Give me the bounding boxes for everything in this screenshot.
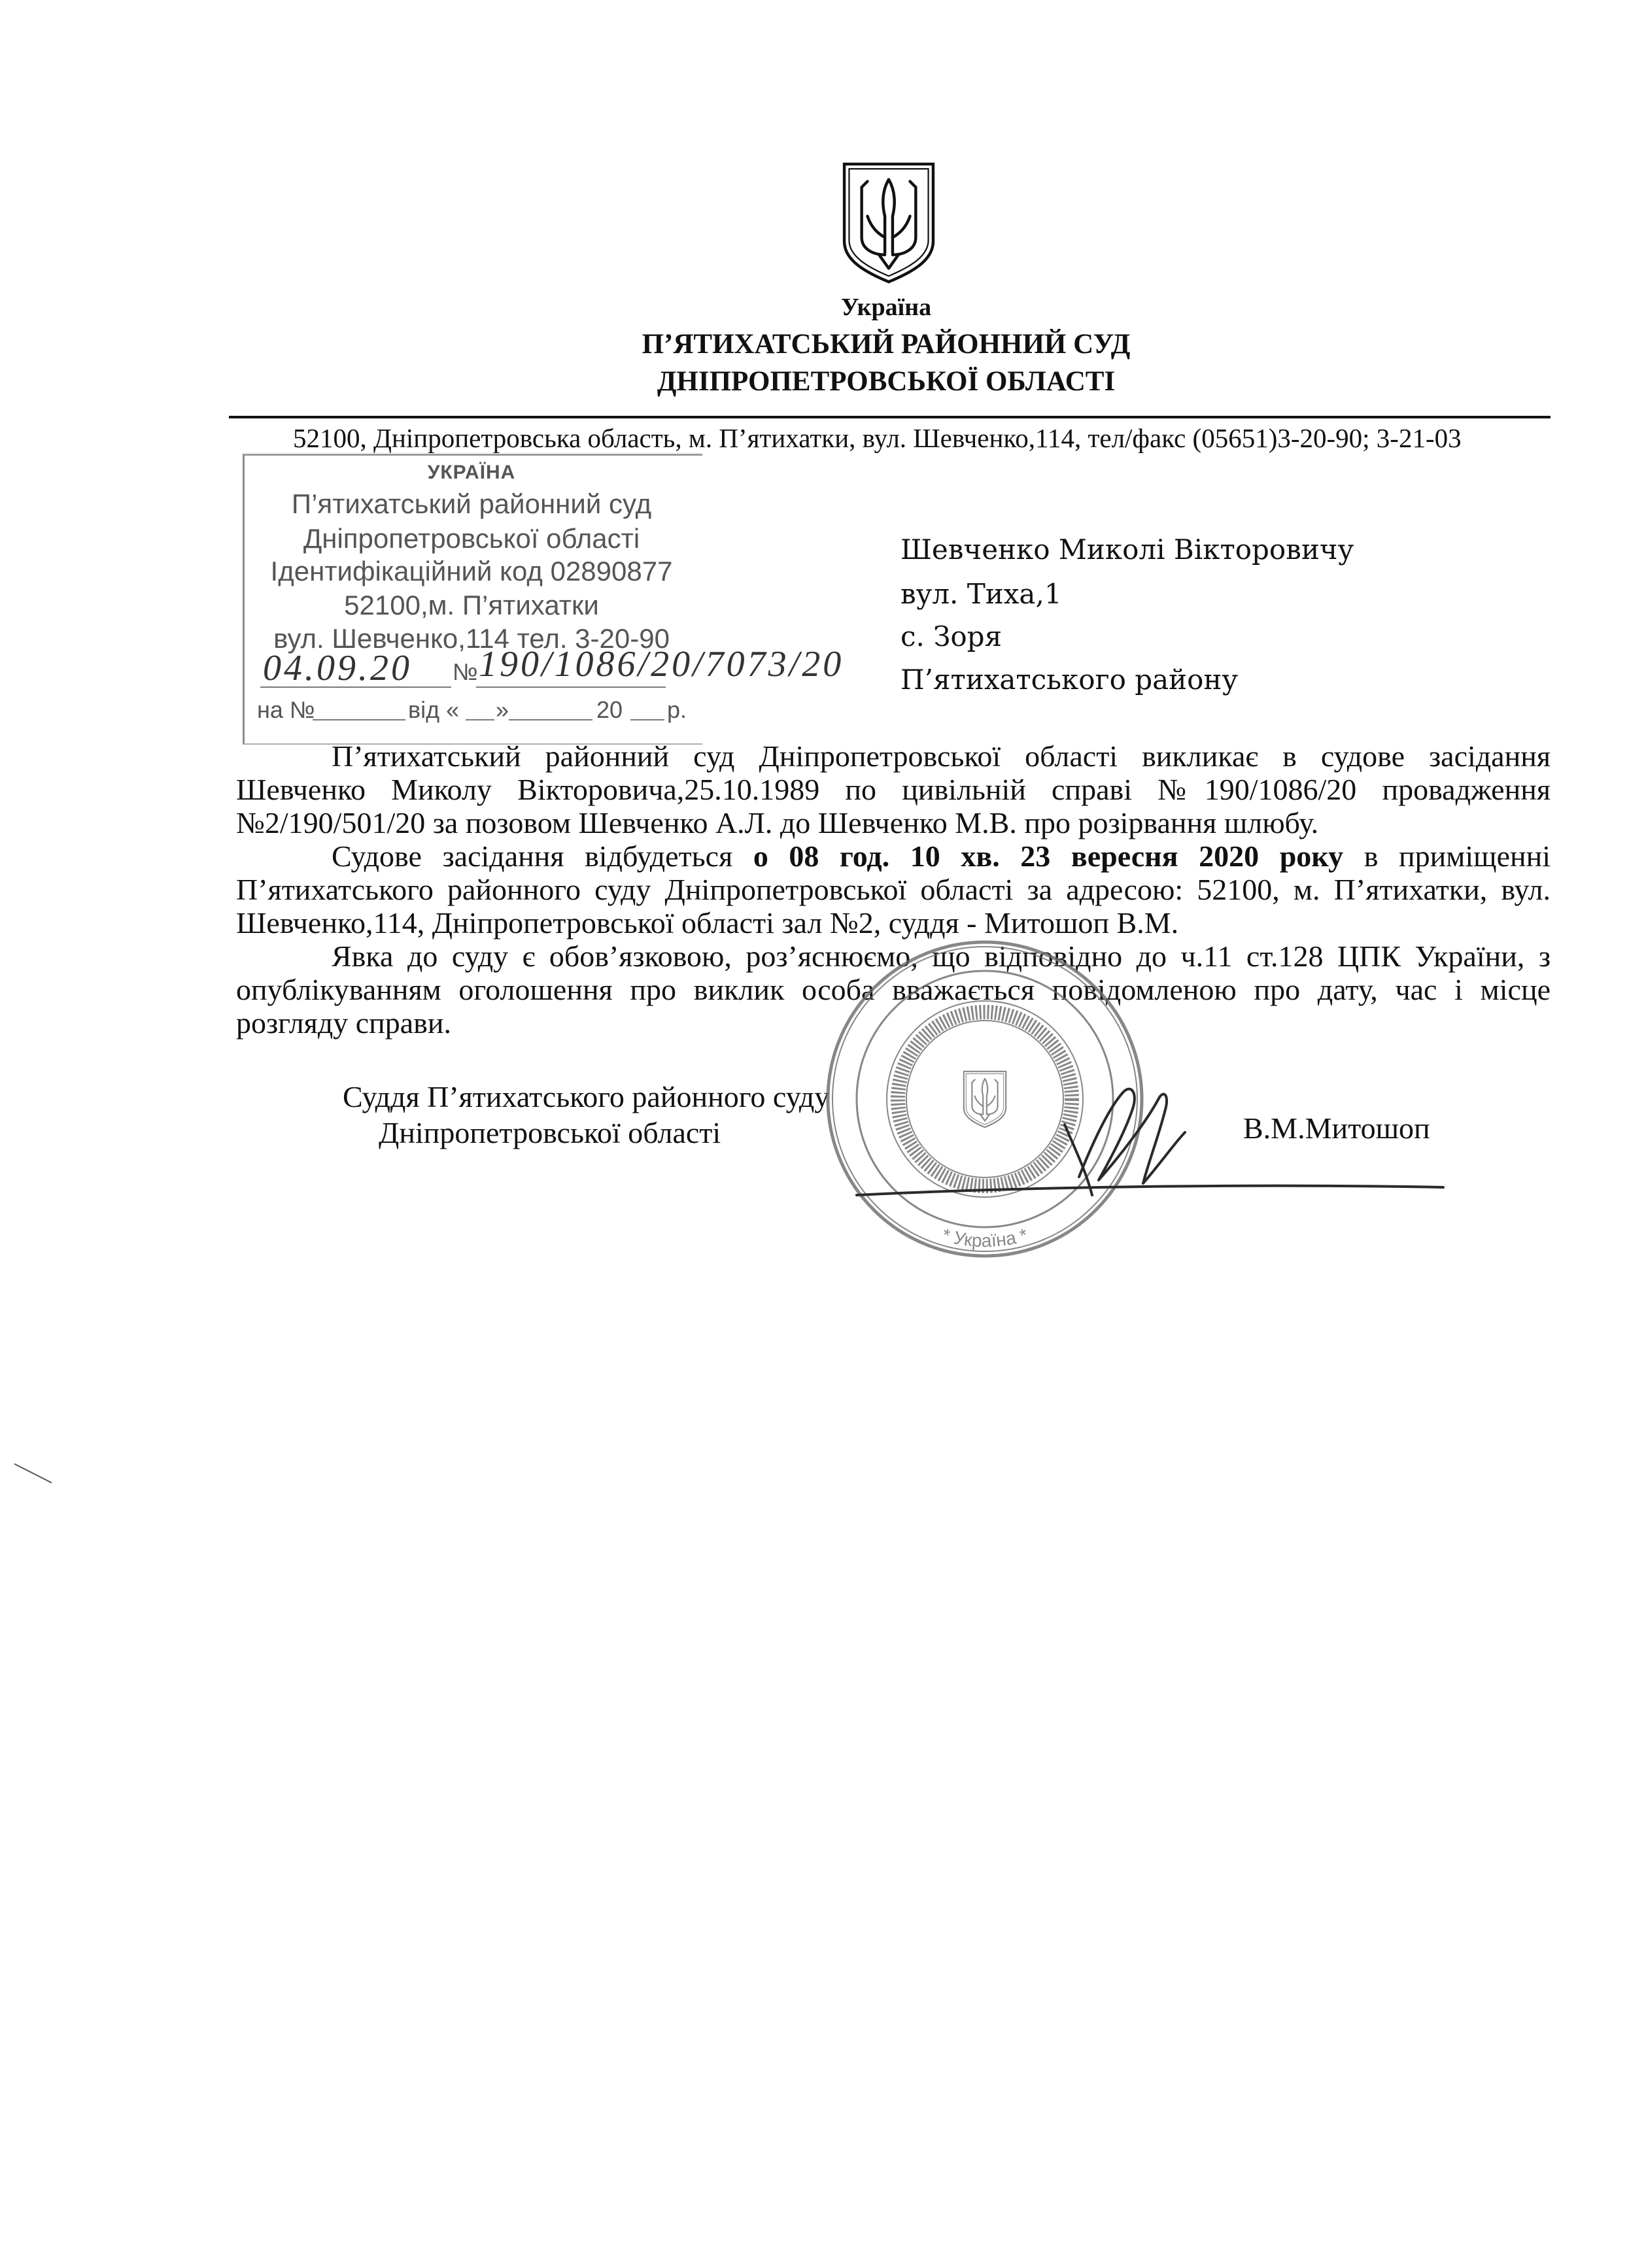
stamp-id-code: Ідентифікаційний код 02890877: [270, 556, 673, 586]
stamp-handwritten-date: 04.09.20: [263, 648, 412, 688]
body-p2-line2: П’ятихатського районного суду Дніпропетровської області за адресою: 52100, м. П’ятихатки, вул.: [236, 873, 1551, 906]
signatory-position-line1: Суддя П’ятихатського районного суду: [343, 1080, 830, 1113]
signatory-position-line2: Дніпропетровської області: [379, 1116, 721, 1149]
body-p3-line2: опублікуванням оголошення про виклик особа вважається повідомленою про дату, час і місце: [236, 973, 1551, 1006]
trident-icon: [840, 160, 937, 286]
stamp-reply-year: 20: [596, 696, 623, 723]
hearing-location-intro: в приміщенні: [1343, 839, 1551, 873]
stamp-court: П’ятихатський районний суд: [291, 488, 652, 519]
stamp-reply-year-blank: [630, 719, 664, 720]
stamp-number-underline: [476, 686, 666, 688]
body-p3-line3: розгляду справи.: [236, 1006, 452, 1040]
seal-bottom-text: * Україна *: [940, 1224, 1030, 1251]
hearing-intro: Судове засідання відбудеться: [332, 839, 753, 873]
header-rule: [229, 416, 1551, 418]
scan-mark: [10, 1458, 62, 1491]
stamp-date-underline: [260, 686, 451, 688]
region-heading: ДНІПРОПЕТРОВСЬКОЇ ОБЛАСТІ: [657, 366, 1116, 397]
stamp-handwritten-number: 190/1086/20/7073/20: [479, 644, 844, 685]
stamp-reply-quote-close: »: [496, 696, 509, 723]
stamp-number-sign: №: [453, 658, 478, 685]
stamp-city: 52100,м. П’ятихатки: [344, 590, 599, 620]
recipient-village: с. Зоря: [900, 620, 1003, 652]
stamp-reply-month-blank: [509, 719, 592, 720]
stamp-reply-day-blank: [466, 719, 494, 720]
handwritten-signature: [817, 1046, 1471, 1210]
recipient-district: П’ятихатського району: [900, 664, 1239, 696]
body-p3-line1: Явка до суду є обов’язковою, роз’яснюємо, що відповідно до ч.11 ст.128 ЦПК України, з: [332, 939, 1551, 973]
court-name-heading: П’ЯТИХАТСЬКИЙ РАЙОННИЙ СУД: [642, 329, 1131, 360]
stamp-reply-prefix: на №: [257, 696, 315, 723]
hearing-datetime: о 08 год. 10 хв. 23 вересня 2020 року: [753, 839, 1344, 873]
court-address: 52100, Дніпропетровська область, м. П’ятихатки, вул. Шевченко,114, тел/факс (05651)3-20-90; 3-21-03: [293, 423, 1462, 453]
body-p1-line3: №2/190/501/20 за позовом Шевченко А.Л. до Шевченко М.В. про розірвання шлюбу.: [236, 806, 1319, 839]
country-heading: Україна: [840, 294, 932, 321]
stamp-region: Дніпропетровської області: [303, 523, 640, 554]
body-p1-line2: Шевченко Миколу Вікторовича,25.10.1989 по цивільній справі №190/1086/20 провадження: [236, 773, 1551, 806]
body-p1-line1: П’ятихатський районний суд Дніпропетровської області викликає в судове засідання: [332, 739, 1551, 773]
stamp-reply-number-blank: [313, 719, 405, 720]
body-p2-line1: [332, 839, 1551, 873]
recipient-name: Шевченко Миколі Вікторовичу: [900, 533, 1354, 566]
stamp-street-phone: вул. Шевченко,114 тел. 3-20-90: [273, 623, 670, 654]
stamp-country: УКРАЇНА: [427, 462, 516, 483]
body-p2-line3: Шевченко,114, Дніпропетровської області зал №2, суддя - Митошоп В.М.: [236, 906, 1179, 939]
signatory-name: В.М.Митошоп: [1243, 1111, 1430, 1145]
recipient-street: вул. Тиха,1: [900, 578, 1062, 610]
stamp-reply-from: від «: [408, 696, 460, 723]
stamp-reply-suffix: р.: [667, 696, 687, 723]
